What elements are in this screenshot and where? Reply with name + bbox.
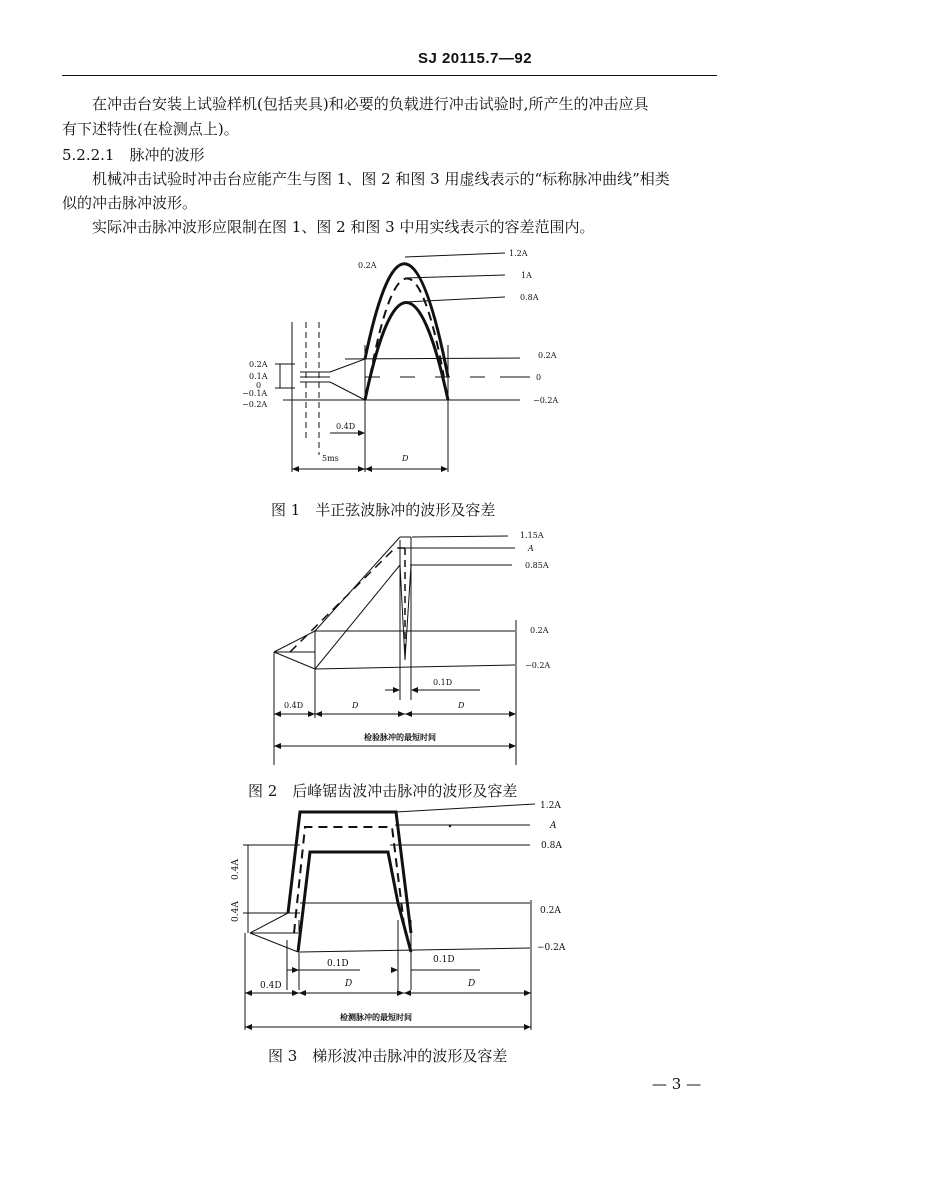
- paragraph-1-line-1: 在冲击台安装上试验样机(包括夹具)和必要的负载进行冲击试验时,所产生的冲击应具: [92, 95, 649, 113]
- fig3-label-min-time: 检测脉冲的最短时间: [340, 1012, 412, 1022]
- fig3-label-nominal: A: [550, 821, 557, 831]
- fig1-label-nominal: 1A: [521, 271, 532, 280]
- fig2-label-d1: D: [352, 701, 359, 710]
- fig1-label-zero-left: 0: [256, 381, 262, 390]
- paragraph-2-line-2: 似的冲击脉冲波形。: [62, 194, 198, 212]
- figure-2-caption: 图 2 后峰锯齿波冲击脉冲的波形及容差: [248, 782, 518, 800]
- fig1-label-minus-02-left: −0.2A: [242, 400, 268, 409]
- figure-1-caption: 图 1 半正弦波脉冲的波形及容差: [271, 501, 496, 519]
- fig3-label-04a-lower: 0.4A: [231, 901, 241, 922]
- fig3-label-04d: 0.4D: [260, 981, 282, 991]
- fig3-label-d2: D: [468, 979, 476, 989]
- fig1-label-top-02: 0.2A: [358, 261, 377, 270]
- fig1-label-peak-top: 1.2A: [509, 249, 528, 258]
- fig3-label-plus-02: 0.2A: [540, 906, 561, 916]
- fig2-label-min-time: 检验脉冲的最短时间: [364, 732, 436, 742]
- fig1-label-plus-02-right: 0.2A: [538, 351, 557, 360]
- fig3-label-04a-upper: 0.4A: [231, 859, 241, 880]
- fig2-label-peak-low: 0.85A: [525, 561, 549, 570]
- fig1-label-plus-01-left: 0.1A: [249, 372, 268, 381]
- figure-3-caption: 图 3 梯形波冲击脉冲的波形及容差: [268, 1047, 508, 1065]
- fig1-label-d: D: [402, 454, 409, 463]
- paragraph-3: 实际冲击脉冲波形应限制在图 1、图 2 和图 3 中用实线表示的容差范围内。: [92, 218, 595, 236]
- fig3-label-peak-low: 0.8A: [541, 841, 562, 851]
- section-title: 5.2.2.1 脉冲的波形: [62, 146, 205, 164]
- fig3-label-peak-top: 1.2A: [540, 801, 561, 811]
- fig3-label-minus-02: −0.2A: [537, 943, 566, 953]
- fig1-label-zero-right: 0: [536, 373, 542, 382]
- fig1-label-04d: 0.4D: [336, 422, 356, 431]
- fig2-label-peak-top: 1.15A: [520, 531, 544, 540]
- fig3-label-01d-left: 0.1D: [327, 959, 349, 969]
- fig1-label-peak-low: 0.8A: [520, 293, 539, 302]
- fig2-label-minus-02: −0.2A: [525, 661, 551, 670]
- fig2-label-d2: D: [458, 701, 465, 710]
- fig2-label-04d: 0.4D: [284, 701, 304, 710]
- fig1-label-minus-01-left: −0.1A: [242, 389, 268, 398]
- paragraph-2-line-1: 机械冲击试验时冲击台应能产生与图 1、图 2 和图 3 用虚线表示的“标称脉冲曲线”相类: [92, 170, 670, 188]
- paragraph-1-line-2: 有下述特性(在检测点上)。: [62, 120, 239, 138]
- fig1-label-plus-02-left: 0.2A: [249, 360, 268, 369]
- standard-number-header: SJ 20115.7—92: [417, 50, 533, 67]
- fig2-label-plus-02: 0.2A: [530, 626, 549, 635]
- page-number: — 3 —: [652, 1075, 702, 1093]
- fig3-label-01d-right: 0.1D: [433, 955, 455, 965]
- fig1-label-minus-02-right: −0.2A: [533, 396, 559, 405]
- fig2-label-01d: 0.1D: [433, 678, 453, 687]
- fig1-label-5ms: 5ms: [322, 454, 339, 463]
- fig2-label-nominal: A: [528, 544, 534, 553]
- fig3-label-d1: D: [345, 979, 353, 989]
